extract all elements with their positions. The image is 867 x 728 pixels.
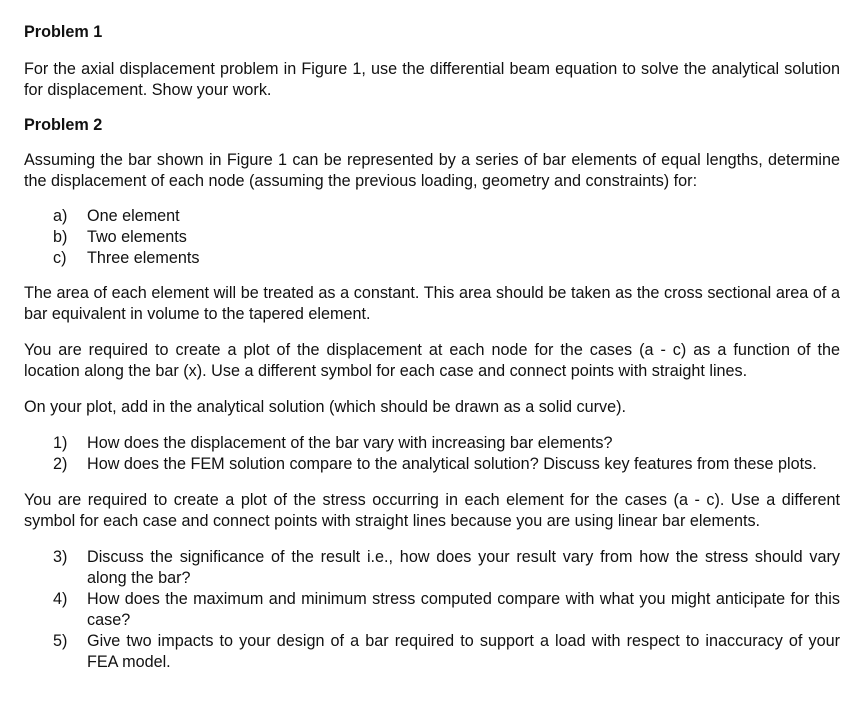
list-item-text: How does the FEM solution compare to the analytical solution? Discuss key features from these plots. <box>87 455 817 473</box>
list-marker: c) <box>53 249 67 267</box>
list-item-text: How does the displacement of the bar vary with increasing bar elements? <box>87 434 613 452</box>
list-marker: a) <box>53 207 68 225</box>
list-item <box>53 589 840 631</box>
list-item <box>53 433 840 454</box>
stress-plot-instructions: You are required to create a plot of the stress occurring in each element for the cases (a - c). Use a different symbol for each case and connect points with straight lines because you are using linear bar elements. <box>24 491 840 530</box>
list-item <box>53 206 840 227</box>
analytical-solution-note: On your plot, add in the analytical solution (which should be drawn as a solid curve). <box>24 398 626 416</box>
list-marker: 5) <box>53 632 68 650</box>
list-marker: 1) <box>53 434 68 452</box>
list-item-text: Two elements <box>87 228 187 246</box>
list-item-text: Three elements <box>87 249 200 267</box>
list-marker: 3) <box>53 548 68 566</box>
list-marker: b) <box>53 228 68 246</box>
stress-questions-list <box>53 547 840 673</box>
list-item-text: Give two impacts to your design of a bar required to support a load with respect to inaccuracy of your FEA model. <box>87 632 840 671</box>
list-item-text: One element <box>87 207 180 225</box>
displacement-plot-instructions: You are required to create a plot of the displacement at each node for the cases (a - c) as a function of the location along the bar (x). Use a different symbol for each case and connect points with straight lines. <box>24 341 840 380</box>
list-item <box>53 631 840 673</box>
displacement-questions-list <box>53 433 840 475</box>
list-item <box>53 248 840 269</box>
document-page <box>24 18 840 673</box>
problem-1-heading: Problem 1 <box>24 23 103 41</box>
element-cases-list <box>53 206 840 269</box>
list-item <box>53 227 840 248</box>
problem-2-intro: Assuming the bar shown in Figure 1 can be represented by a series of bar elements of equal lengths, determine the displacement of each node (assuming the previous loading, geometry and constraints) for: <box>24 151 840 190</box>
list-marker: 2) <box>53 455 68 473</box>
area-note: The area of each element will be treated as a constant. This area should be taken as the cross sectional area of a bar equivalent in volume to the tapered element. <box>24 284 840 323</box>
list-item <box>53 547 840 589</box>
list-item-text: How does the maximum and minimum stress computed compare with what you might anticipate for this case? <box>87 590 840 629</box>
list-item <box>53 454 840 475</box>
problem-2-heading: Problem 2 <box>24 116 103 134</box>
list-marker: 4) <box>53 590 68 608</box>
list-item-text: Discuss the significance of the result i.e., how does your result vary from how the stress should vary along the bar? <box>87 548 840 587</box>
problem-1-body: For the axial displacement problem in Figure 1, use the differential beam equation to solve the analytical solution for displacement. Show your work. <box>24 60 840 99</box>
